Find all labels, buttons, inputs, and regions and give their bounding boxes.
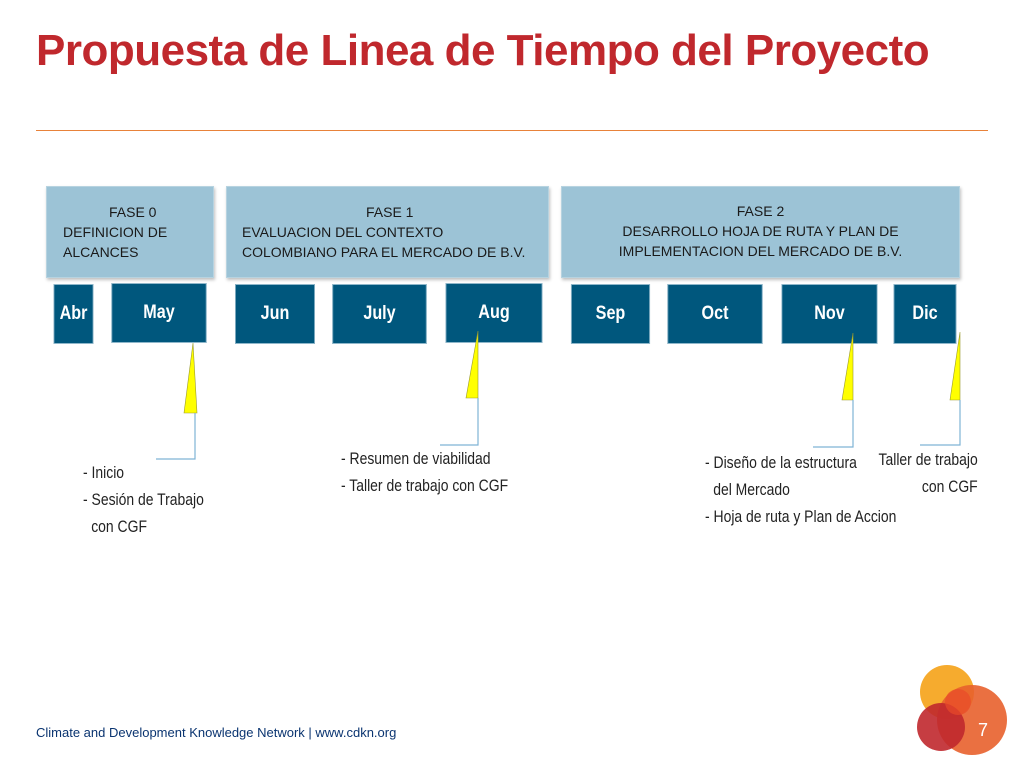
month-dic: Dic xyxy=(894,284,957,344)
milestone-nov-marker xyxy=(813,333,853,447)
phase-0-line-1: DEFINICION DE xyxy=(63,224,168,240)
milestone-may-line-1: - Inicio xyxy=(83,463,125,482)
milestone-may-line-3: con CGF xyxy=(91,517,147,536)
phase-2-line-2: IMPLEMENTACION DEL MERCADO DE B.V. xyxy=(618,243,903,259)
month-aug: Aug xyxy=(446,283,543,343)
phase-0-line-2: ALCANCES xyxy=(63,244,139,260)
milestone-dic-marker xyxy=(920,332,960,445)
month-jun: Jun xyxy=(235,284,315,344)
slide-title: Propuesta de Linea de Tiempo del Proyecto xyxy=(36,26,930,75)
milestone-dic-line-1: Taller de trabajo xyxy=(878,450,978,469)
milestone-nov-line-1: - Diseño de la estructura xyxy=(705,453,857,472)
milestone-nov-text xyxy=(705,449,896,530)
milestone-nov-line-3: - Hoja de ruta y Plan de Accion xyxy=(705,507,897,526)
month-abr: Abr xyxy=(54,284,94,344)
cdkn-circles-logo xyxy=(917,665,1007,755)
month-nov: Nov xyxy=(781,284,877,344)
milestone-aug-line-2: - Taller de trabajo con CGF xyxy=(341,476,509,495)
milestone-may-line-2: - Sesión de Trabajo xyxy=(83,490,204,509)
month-sep: Sep xyxy=(571,284,650,344)
milestone-may-marker xyxy=(156,343,197,459)
footer-credit: Climate and Development Knowledge Network | www.cdkn.org xyxy=(36,725,397,740)
milestone-dic-text xyxy=(876,446,978,500)
phase-1-line-2: COLOMBIANO PARA EL MERCADO DE B.V. xyxy=(242,244,526,260)
milestone-dic-line-2: con CGF xyxy=(921,477,978,496)
month-may: May xyxy=(111,283,206,343)
milestone-aug-marker xyxy=(440,331,478,445)
month-july: July xyxy=(332,284,426,344)
phase-0-title: FASE 0 xyxy=(109,204,157,220)
milestone-aug-text xyxy=(341,445,508,499)
phase-1-title: FASE 1 xyxy=(366,204,414,220)
month-oct: Oct xyxy=(667,284,762,344)
milestone-nov-line-2: del Mercado xyxy=(713,480,790,499)
phase-2-line-1: DESARROLLO HOJA DE RUTA Y PLAN DE xyxy=(622,223,899,239)
milestone-may-text xyxy=(83,459,204,540)
milestone-aug-line-1: - Resumen de viabilidad xyxy=(341,449,491,468)
page-number: 7 xyxy=(978,720,989,740)
phase-2-title: FASE 2 xyxy=(736,203,785,219)
phase-1-line-1: EVALUACION DEL CONTEXTO xyxy=(242,224,444,240)
